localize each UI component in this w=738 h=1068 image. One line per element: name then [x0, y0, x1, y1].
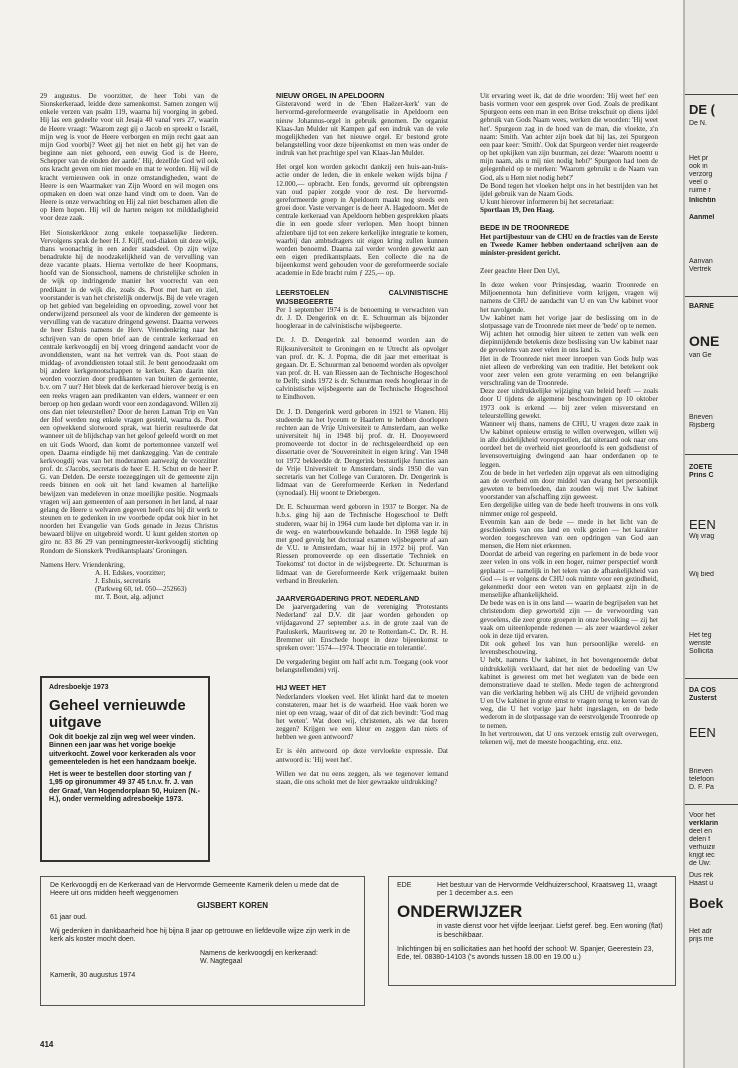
col1-signature	[40, 561, 218, 602]
letter-paragraph: Het in de Troonrede niet meer inroepen van Gods hulp was niet alleen de verbreking van een traditie. Het betekent ook voor zeer velen een grote verarming en een belangrijke verschraling van de Troonrede.	[480, 354, 658, 388]
section-paragraph: Dr. E. Schuurman werd geboren in 1937 te Borger. Na de h.b.s. ging hij aan de Technische Hogeschool te Delft studeren, waar hij in 1964 cum laude het diploma van ir. in de weg- en waterbouwkunde behaalde. In 1968 legde hij met goed gevolg het doctoraal examen wijsbegeerte af aan de V.U. te Amsterdam, waar hij in 1972 bij prof. Van Riessen promoveerde op een dissertatie 'Techniek en Toekomst' tot doctor in de wijsbegeerte. Dr. Schuurman is lidmaat van de Gereformeerde Kerk vrijgemaakt buiten verband in Breukelen.	[276, 503, 448, 585]
section-paragraph: Nederlanders vloeken veel. Het klinkt hard dat te moeten constateren, maar het is de waarheid. Hoe vaak horen we niet op een vraag, waar of dit of dat zich bevindt: 'God mag het weten'. Wat doen wij, christenen, als we dat horen zeggen? Krijgen we een kleur en zeggen dan niets of hebben we geen antwoord?	[276, 692, 448, 742]
edge-fragment: Brieven	[689, 414, 713, 421]
col3-address: Sportlaan 19, Den Haag.	[480, 206, 555, 215]
col3-paragraph: De Bond tegen het vloeken helpt ons in het bestrijden van het ijdel gebruik van de Naam Gods.	[480, 181, 658, 198]
obituary-date: Kamerik, 30 augustus 1974	[50, 972, 136, 980]
letter-paragraph: Dit ook geheel los van hun persoonlijke wereld- en levensbeschouwing.	[480, 640, 658, 657]
letter-paragraph: U hebt, namens Uw kabinet, in het bovengenoemde debat uitdrukkelijk verklaard, dat het niet de bedoeling van Uw kabinet is geweest om met het weglaten van de bede een demonstratieve daad te stellen. Mede tegen de achtergrond van die verklaring hebben wij als CHU de vrijheid gevonden U en Uw kabinet in grote ernst te vragen terug te keren van de weg, die U het vorige jaar hebt ingeslagen, en de bede wederom in de slotpassage van de eerstvolgende Troonrede op te nemen.	[480, 656, 658, 730]
edge-fragment: Inlichtin	[689, 197, 716, 204]
section-paragraph: De vergadering begint om half acht n.m. Toegang (ook voor belangstellenden) vrij.	[276, 658, 448, 675]
letter-paragraph: Wij achten het onnodig hier uiteen te zetten van welk een diepinnijdende betekenis deze beslissing van Uw kabinet naar de gevoelens van zeer velen in ons land is.	[480, 330, 658, 355]
edge-fragment: ZOETE	[689, 464, 713, 471]
edge-fragment: delen f	[689, 836, 711, 843]
letter-paragraph: Zou de bede in het verleden zijn opgevat als een uitnodiging aan de overheid om door middel van dwang het persoonlijk geweten te benvloeden, dan zouden wij met Uw kabinet voorstander van afschaffing zijn geweest.	[480, 468, 658, 502]
edge-fragment: ook in	[689, 163, 708, 170]
obituary-sign1: Namens de kerkvoogdij en kerkeraad:	[200, 950, 318, 958]
column-2	[276, 92, 448, 870]
obituary-text: Wij gedenken in dankbaarheid hoe hij bijna 8 jaar op getrouwe en liefdevolle wijze zijn werk in de kerk als koster mocht doen.	[50, 927, 351, 943]
edge-fragment: D. F. Pa	[689, 784, 714, 791]
edge-rule	[685, 94, 738, 95]
page-number: 414	[40, 1040, 54, 1049]
signature-line: J. Eshuis, secretaris	[95, 577, 151, 586]
edge-fragment: Wij vrag	[689, 533, 715, 540]
ad-title: Geheel vernieuwde uitgave	[49, 697, 186, 731]
letter-paragraph: Deze zeer uitdrukkelijke wijziging van beleid heeft — zoals door U tijdens de algemene beschouwingen op 10 oktober 1973 ook is erkend — bij zeer velen misverstand en teleurstelling gewekt.	[480, 387, 658, 420]
edge-rule	[685, 678, 738, 679]
edge-fragment: Voor het	[689, 812, 716, 819]
letter-paragraph: In het vertrouwen, dat U ons verzoek ernstig zult overwegen, tekenen wij, met de meeste hoogachting, enz. enz.	[480, 729, 658, 746]
edge-fragment: Brieven	[689, 768, 713, 775]
edge-rule	[685, 296, 738, 297]
edge-fragment: Boek	[689, 895, 724, 911]
letter-paragraph: Wanneer wij thans, namens de CHU, U vragen deze zaak in Uw kabinet opnieuw ernstig te willen overwegen, willen wij in alle duidelijkheid vooropstellen, dat uiteraard ook naar ons oordeel het de overheid niet geoorloofd is een godsdienst of levensovertuiging dwingend aan haar onderdanen op te leggen.	[480, 419, 658, 469]
edge-fragment: Haast u	[689, 880, 714, 887]
edge-fragment: Vertrek	[689, 266, 712, 273]
column-1	[40, 92, 218, 654]
edge-fragment: wenste	[689, 640, 712, 647]
column-3	[480, 92, 658, 870]
job-ad-tag: EDE	[397, 882, 412, 889]
edge-fragment: Dus rek	[689, 872, 714, 879]
section-paragraph: Er is één antwoord op deze vervloekte expressie. Dat antwoord is: 'Hij weet het'.	[276, 747, 448, 764]
section-paragraph: Per 1 september 1974 is de benoeming te verwachten van dr. J. D. Dengerink en dr. E. Schuurman als bijzonder hoogleraar in de calvinistische wijsbegeerte.	[276, 305, 448, 331]
edge-fragment: Het pr	[689, 155, 709, 162]
edge-fragment: ONE	[689, 333, 720, 349]
edge-fragment: Prins C	[689, 472, 714, 479]
edge-fragment: ruime r	[689, 187, 711, 194]
edge-fragment: Wij bied	[689, 571, 714, 578]
letter-paragraph: De bede was en is in ons land — waarin de begrijselen van het christendom diep geworteld zijn — de verwoording van gevoelens, die zeer grote groepen in onze bevolking — zij het vaak om uiteenlopende redenen — als zeer waardevol zeker ook in deze tijd ervaren.	[480, 599, 658, 640]
ad-order: Het is weer te bestellen door storting van ƒ 1,95 op gironummer 49 37 45 t.n.v. fr. J. van der Graaf, Van Hogendorplaan 50, Huizen (N.-H.), onder vermelding adresboekje 1973.	[49, 771, 200, 804]
obituary-sign2: W. Nagtegaal	[200, 958, 243, 966]
ad-body: Ook dit boekje zal zijn weg wel weer vinden. Binnen een jaar was het vorige boekje uitverkocht. Zowel voor kerkeraden als voor gemeenteleden is het een handzaam boekje.	[49, 734, 197, 766]
signature-line: A. H. Edskes, voorzitter;	[95, 568, 166, 577]
edge-fragment: EEN	[689, 517, 716, 532]
edge-rule	[685, 804, 738, 805]
edge-fragment: EEN	[689, 725, 716, 740]
section-paragraph: De jaarvergadering van de vereniging 'Protestants Nederland' zal D.V. dit jaar worden gehouden op vrijdagavond 27 september a.s. in de grote zaal van de Pauluskerk, Mauritsweg nr. 20 te Rotterdam-C. Dr. R. H. Bremmer uit Enschede hoopt in deze bijeenkomst te spreken over: '1574—1974. Theocratie en tolerantie'.	[276, 603, 448, 652]
signature-line: mr. T. Bout, alg. adjunct	[95, 593, 164, 602]
edge-fragment: deel en	[689, 828, 712, 835]
edge-fragment: De N.	[689, 120, 707, 127]
signature-line: Namens Herv. Vriendenkring,	[40, 560, 125, 569]
job-ad-info: Inlichtingen bij en sollicitaties aan het hoofd der school: W. Spanjer, Geerestein 23, Ede, tel. 08380-14103 ('s avonds tussen 18.00 en 19.00 u.)	[397, 945, 654, 962]
edge-fragment: Zusterst	[689, 695, 717, 702]
edge-fragment: BARNE	[689, 303, 714, 310]
job-ad-intro: Het bestuur van de Hervormde Veldhuizerschool, Kraatsweg 11, vraagt per 1 december a.s. een	[437, 882, 658, 898]
letter-greeting: Zeer geachte Heer Den Uyl,	[480, 267, 560, 276]
section-title: HIJ WEET HET	[276, 683, 327, 693]
edge-fragment: verklarin	[689, 820, 719, 827]
obituary-intro: De Kerkvoogdij en de Kerkeraad van de Hervormde Gemeente Kamerik delen u mede dat de Heere uit ons midden heeft weggenomen	[50, 882, 339, 898]
letter-paragraph: Uw kabinet nam het vorige jaar de beslissing om in de slotpassage van de Troonrede niet meer de 'bede' op te nemen.	[480, 313, 658, 330]
section-paragraph: Gisteravond werd in de 'Eben Haëzer-kerk' van de hervormd-gereformeerde evangelisatie in Apeldoorn een nieuw Johannus-orgel in gebruik genomen. De organist Klaas-Jan Mulder uit Kampen gaf een indruk van de vele mogelijkheden van het nieuwe orgel. Er bestond grote belangstelling voor deze bijeenkomst en men was onder de indruk van het prachtige spel van Klaas-Jan Mulder.	[276, 100, 448, 158]
adjacent-page-edge	[683, 0, 738, 1068]
job-ad-title: ONDERWIJZER	[397, 902, 523, 922]
col1-paragraph: Het Sionskerkkoor zong enkele toepasselijke liederen. Vervolgens sprak de heer H. J. Kijff, oud-diaken uit deze wijk, thans woonachtig in een ander stadsdeel. Op zijn wijze benadrukte hij de noodzakelijkheid van de vervulling van deze vacante plaats. Hierna vertolkte de heer Koopmans, hoofd van de Sionsschool, namens de christelijke scholen in de wijk op indringende manier het voorrecht van een predikant in de wijk die, zoals ds. Poot met hart en ziel, voorstander is van het christelijk onderwijs. Bij de vele vragen op het gebied van begeleiding en opvoeding, zowel voor het onderwijzend personeel als voor de kinderen der gemeente is vervulling van de vacature dringend gewenst. Daarna verwees de heer Eshuis namens de Herv. Vriendenkring naar het schrijven van de open brief aan de centrale kerkeraad en centrale kerkvoogdij en bij vroeg dringend aandacht voor de avonddiensten, want na het vertrek van ds. Poot staan de middag- of avonddiensten totaal stil. Je bent genoodzaakt om bij andere kerkgenootschappen te kerken. Kan daarin niet worden voorzien door predikanten van buiten de gemeente, b.v. om 7 uur? Het bleek dat de kerkeraad hierover bezig is en een reeks vragen aan predikanten van elders, wanneer er een beroep op hen gedaan wordt voor een zondagavond. Willen zij ons dan niet teleurstellen? Door de heren Laman Trip en Van der Hof werden nog enkele vragen gesteld, waarna ds. Poot een opwekkend slotwoord sprak, wat hierin resulteerde dat wanneer uit de blijdschap van het geloof geleefd wordt en met en uit Gods Woord, dan komt de portemonnee vanzelf wel open. Daarna eindigde hij met dankzegging. Van de centrale kerkvoogdij was van het moderamen aanwezig de voorzitter prof. dr. s'Jacobs, secretaris de heer E. H. Schut en de heer P. G. van Delden. De eerste toezeggingen uit de gemeente zijn reeds binnen en ook uit het land kwamen al hartelijke bewijzen van medeleven in onze moeilijke positie. Nogmaals vragen wij aan gemeenten of aan personen in het land, al naar gelang de Heere u welvaren gegeven heeft ons bij dit werk te steunen en te gedenken in uw voorbede opdat ook hier in het noorden het Evangelie van Gods genade in Jezus Christus bewaard blijve en uitgebreid wordt. U kunt gelden storten op giro nr. 83 86 29 van penningmeester-kerkvoogdij stichting Rondom de Sionskerk 'Predikantsplaats' Groningen.	[40, 228, 218, 555]
edge-fragment: Aanvan	[689, 258, 713, 265]
obituary-name: GIJSBERT KOREN	[196, 901, 269, 911]
section-paragraph: Willen we dat nu eens zeggen, als we tegenover iemand staan, die ons schokt met de hier gewraakte uitdrukking?	[276, 769, 448, 786]
edge-fragment: krijgt iec	[689, 852, 715, 859]
edge-fragment: DE (	[689, 102, 715, 117]
obituary-ad	[40, 876, 365, 1006]
section-title: LEERSTOELEN CALVINISTISCHE WIJSBEGEERTE	[276, 288, 448, 306]
obituary-age: 61 jaar oud.	[50, 914, 87, 922]
letter-paragraph: Evenmin kan aan de bede — mede in het licht van de geschiedenis van ons land en volk gezien — het karakter worden toegeschreven van een opdringen van God aan mensen, die Hem niet erkennen.	[480, 517, 658, 551]
edge-fragment: verhuizir	[689, 844, 716, 851]
section-title: JAARVERGADERING PROT. NEDERLAND	[276, 593, 420, 603]
ad-overline: Adresboekje 1973	[49, 684, 109, 691]
col3-paragraph: Uit ervaring weet ik, dat de drie woorden: 'Hij weet het' een basis vormen voor een gesprek over God. Zoals de predikant Spurgeon eens een man in een Britse trekschuit op diens ijdel gebruik van Gods Naam wees, werken die woorden: 'Hij weet het'. Spurgeon zag in de hoed van de man, die vloekte, z'n naam: Smith. Van achter zijn boek dat hij las, zei Spurgeon een paar keer: 'Smith'. Ook dat Spurgeon verder niet reageerde op het opkijken van zijn buurman, zei deze: 'Waarom noemt u mijn naam, als u mij niet nodig hebt?' Spurgeon had toen de gelegenheid op te merken: 'Waarom gebruikt u de Naam van God, als u Hem niet nodig hebt?'	[480, 92, 658, 182]
edge-fragment: van Ge	[689, 352, 712, 359]
job-ad-text: in vaste dienst voor het vijfde leerjaar. Liefst geref. beg. Een woning (flat) is beschikbaar.	[437, 923, 663, 939]
edge-fragment: veel o	[689, 179, 708, 186]
col1-paragraph: 29 augustus. De voorzitter, de heer Tobi van de Sionskerkeraad, leidde deze samenkomst. Samen zongen wij enkele verzen van psalm 119, waarna hij voorging in gebed. Hij las een gedeelte voor uit Jesaja 40 vanaf vers 27, waarin de Heere vraagt: 'Waarom zegt gij o Jacob en spreekt o Israël, mijn weg is voor de Heere verborgen en mijn recht gaat aan mijn God voorbij? Weet gij het niet en hebt gij het van de beginne aan niet gehoord, een euwig God is de Heere, Schepper van de einden der aarde.' Hij, dezelfde God wil ook ons kracht geven om niet moede en mat te worden. Hij wil de kracht vernieuwen ook in onze omstandigheden, want de Heere is een Waarmaker van Zijn Woord en wil mogen ons opmaken en doen wat onze hand vindt om te doen. Van de Heere is onze verwachting en Hij zal niet beschamen allen die op Hem hopen. Hij wil de harten neigen tot milddadigheid voor deze zaak.	[40, 92, 218, 223]
letter-paragraph: Doordat de arbeid van regering en parlement in de bede voor zeer velen in ons volk in een hoger, ruimer perspectief wordt geplaatst — namelijk in het teken van de afhankelijkheid van God — is er volgens de CHU ook ruimte voor een gezindheid, gekenmerkt door een weten van en geplaatst zijn in de menselijke afhankelijkheid.	[480, 550, 658, 600]
edge-fragment: prijs me	[689, 936, 714, 943]
col3-paragraph: U kunt hierover informeren bij het secretariaat:	[480, 198, 614, 207]
job-ad	[388, 876, 676, 986]
signature-line: (Parkweg 60, tel. 050—252663)	[95, 585, 187, 594]
edge-fragment: Aanmel	[689, 214, 715, 221]
edge-fragment: Rijsberg	[689, 422, 715, 429]
edge-fragment: Het teg	[689, 632, 712, 639]
section-paragraph: Dr. J. D. Dengerink zal benoemd worden aan de Rijksuniversiteit te Groningen en te Utrecht als opvolger van prof. dr. K. J. Popma, die dit jaar met emeritaat is gegaan. Dr. E. Schuurman zal benoemd worden als opvolger van prof. dr. H. van Riessen aan de Technische Hogeschool te Delft; sinds 1972 is dr. Schuurman reeds hoogleraar in de calvinistische wijsbegeerte aan de Technische Hogeschool te Eindhoven.	[276, 336, 448, 402]
letter-paragraph: Een dergelijke uitleg van de bede heeft trouwens in ons volk nimmer enige rol gespeeld.	[480, 501, 658, 518]
section-title: NIEUW ORGEL IN APELDOORN	[276, 92, 385, 100]
edge-rule	[685, 454, 738, 455]
edge-fragment: DA COS	[689, 687, 716, 694]
edge-fragment: telefoon	[689, 776, 714, 783]
section-title: BEDE IN DE TROONREDE	[480, 223, 570, 233]
edge-fragment: verzorg	[689, 171, 713, 178]
section-subtitle: Het partijbestuur van de CHU en de fracties van de Eerste en Tweede Kamer hebben ondertaand schrijven aan de minister-president gericht.	[480, 232, 658, 257]
edge-fragment: de Uw:	[689, 860, 711, 867]
letter-paragraph: In deze weken voor Prinsjesdag, waarin Troonrede en Miljoenennota hun definitieve vorm krijgen, vragen wij namens de CHU de aandacht van U en van Uw kabinet voor het navolgende.	[480, 281, 658, 314]
section-paragraph: Het orgel kon worden gekocht dankzij een huis-aan-huis-actie onder de leden, die in enkele weken wijds bijna ƒ 12.000,— opbracht. Een fonds, gevormd uit opbrengsten van oud papier zorgde voor de rest. De hervormd-gereformeerde groep in Apeldoorn maakt nog steeds een groei door. Vaste vervanger is de heer A. Hagedoorn. Met de centrale kerkeraad van Apeldoorn hebben gesprekken plaats die in een goede sfeer verlopen. Men hoopt binnen afzienbare tijd tot een zekere kerkelijke integratie te komen, waarbij dan ambtsdragers uit eigen kring zullen kunnen worden benoemd. Daarna zal verder worden gewerkt aan een eigen predikantsplaats. Een collecte die na de bijeenkomst werd gehouden voor de gereformeerde sociale academie in Ede bracht ruim ƒ 225,— op.	[276, 163, 448, 278]
edge-fragment: Het adr	[689, 928, 712, 935]
adresboekje-ad	[40, 676, 210, 862]
edge-fragment: Sollicita	[689, 648, 714, 655]
section-paragraph: Dr. J. D. Dengerink werd geboren in 1921 te Vianen. Hij studeerde na het lyceum te Haarlem te hebben doorlopen rechten aan de Vrije Universiteit te Amsterdam, aan welke universiteit hij in 1948 bij prof. dr. H. Dooyeweerd promoveerde tot doctor in de rechtsgeleerdheid op een dissertatie over de 'Souvereiniteit in eigen kring'. Van 1948 tot 1972 bekleedde dr. Dengerink bestuurlijke functies aan de Vrije Universiteit te Amsterdam, sinds 1950 die van secretaris van het College van Curatoren. Dr. Dengerink is lidmaat van de Gereformeerde Kerken in Nederland (synodaal). Hij woont te Driebergen.	[276, 407, 448, 498]
